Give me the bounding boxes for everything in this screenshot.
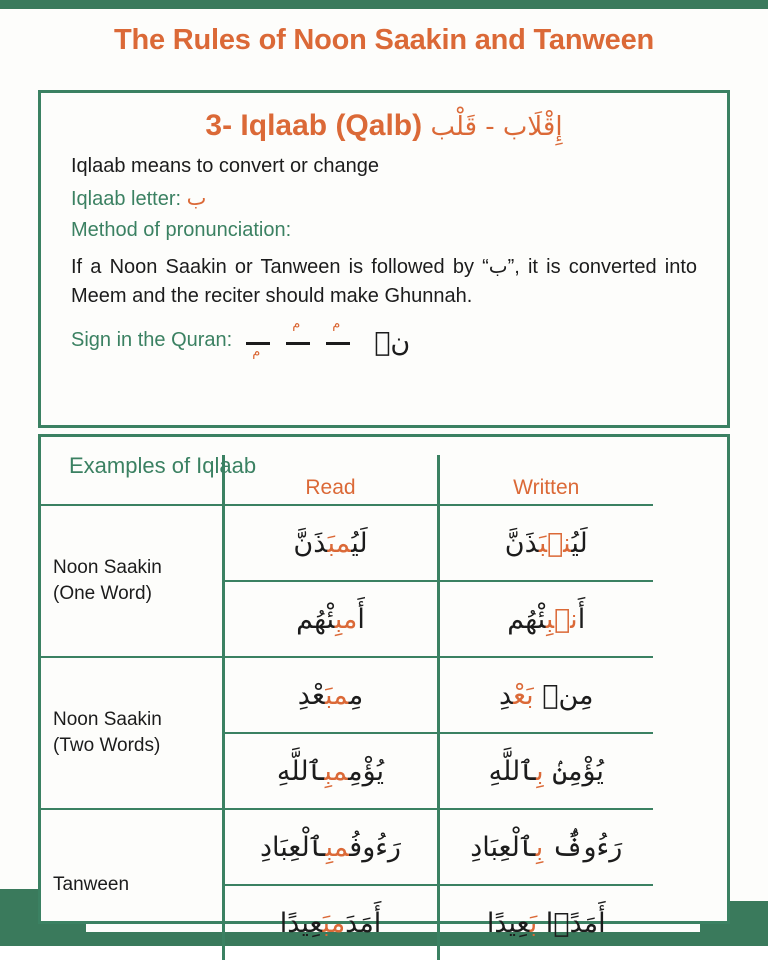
read-pre: رَءُوفُ: [349, 831, 401, 863]
written-highlight: بِ: [536, 755, 544, 787]
read-cell: [223, 809, 438, 885]
written-pre: أَ: [577, 603, 586, 635]
letter-line: [71, 182, 697, 215]
written-highlight: نۢبِ: [545, 603, 578, 635]
read-pre: لَيُ: [351, 527, 368, 559]
category-cell: [41, 657, 223, 809]
method-paragraph: [71, 252, 697, 311]
sign-dash-unit-3: [246, 325, 272, 360]
read-post: عِيدًا: [279, 907, 323, 939]
sign-row: [71, 317, 697, 360]
read-highlight: مبَ: [327, 527, 352, 559]
read-post: ذَنَّ: [293, 527, 328, 559]
read-highlight: مبِ: [324, 755, 349, 787]
category-cell: [41, 505, 223, 657]
sign-label: Sign in the Quran:: [71, 329, 233, 351]
examples-table-body: [41, 505, 653, 960]
examples-card: [38, 434, 730, 939]
read-cell: [223, 657, 438, 733]
table-row: [41, 505, 653, 581]
category-line-1: Noon Saakin: [53, 709, 162, 731]
read-pre: أَ: [357, 603, 365, 635]
definition-heading-number: 3- Iqlaab (Qalb): [205, 109, 423, 142]
dash-icon: [286, 342, 310, 345]
written-cell: [438, 505, 653, 581]
read-post: ٱلْعِبَادِ: [260, 831, 326, 863]
sign-glyph-group: [246, 317, 411, 360]
read-highlight: مبِ: [334, 603, 358, 635]
category-cell: [41, 809, 223, 960]
meem-mark-icon: م: [292, 317, 301, 332]
meem-mark-icon: م: [332, 317, 341, 332]
written-pre: أَمَدًۢا: [537, 907, 606, 939]
definition-card-title: [41, 109, 727, 143]
written-pre: لَيُ: [571, 527, 588, 559]
read-highlight: مبَ: [322, 907, 346, 939]
header-read: Read: [223, 455, 438, 505]
letter-label: Iqlaab letter:: [71, 188, 182, 210]
read-post: عْدِ: [297, 679, 325, 711]
written-post: ٱلْعِبَادِ: [470, 831, 536, 863]
table-row: [41, 809, 653, 885]
read-pre: أَمَدَ: [345, 907, 382, 939]
read-cell: [223, 581, 438, 657]
meem-mark-icon: م: [252, 345, 261, 360]
written-post: ٱللَّهِ: [488, 755, 537, 787]
definition-body: [41, 143, 727, 360]
written-post: ئْهُم: [507, 603, 546, 635]
category-line-1: Tanween: [53, 874, 130, 896]
sign-dash-unit-2: [286, 317, 312, 355]
read-highlight: مبِ: [325, 831, 350, 863]
read-highlight: مبَ: [324, 679, 349, 711]
read-cell: [223, 885, 438, 960]
read-pre: مِ: [348, 679, 364, 711]
iqlaab-letter-arabic: ب: [186, 186, 207, 210]
definition-card: [38, 90, 730, 428]
method-text-arabic: ب: [488, 254, 508, 278]
written-cell: [438, 581, 653, 657]
definition-heading-arabic: إِقْلَاب - قَلْب: [430, 112, 563, 142]
written-highlight: بَعْ: [513, 679, 534, 711]
read-cell: [223, 733, 438, 809]
header-written: Written: [438, 455, 653, 505]
category-line-2: (Two Words): [53, 735, 161, 756]
method-text-part1: If a Noon Saakin or Tanween is followed by “: [71, 256, 489, 278]
method-label: Method of pronunciation:: [71, 219, 292, 241]
page-title: The Rules of Noon Saakin and Tanween: [113, 24, 655, 56]
sign-dash-marks: [246, 317, 352, 360]
written-post: عِيدًا: [486, 907, 530, 939]
written-cell: [438, 809, 653, 885]
written-pre: رَءُوفٌۢ: [543, 831, 623, 863]
read-post: ئْهُم: [296, 603, 335, 635]
method-text-part2: ”, it is converted into Meem and the reciter should make Ghunnah.: [71, 256, 698, 307]
read-post: ٱللَّهِ: [276, 755, 325, 787]
written-cell: [438, 733, 653, 809]
category-line-1: Noon Saakin: [53, 557, 162, 579]
written-cell: [438, 885, 653, 960]
table-row: [41, 657, 653, 733]
examples-heading: Examples of Iqlaab: [69, 453, 257, 478]
read-cell: [223, 505, 438, 581]
written-post: ذَنَّ: [504, 527, 539, 559]
read-pre: يُؤْمِ: [348, 755, 385, 787]
sign-noon-glyph: نۭ: [374, 327, 411, 358]
written-pre: مِنۢ: [533, 679, 594, 711]
sign-dash-unit-1: [326, 317, 352, 355]
written-highlight: بَ: [529, 907, 538, 939]
written-highlight: بِ: [535, 831, 544, 863]
written-cell: [438, 657, 653, 733]
written-pre: يُؤْمِنۢ: [543, 755, 604, 787]
frame-top-bar: [0, 0, 768, 9]
written-post: دِ: [498, 679, 514, 711]
written-highlight: نۢبَ: [538, 527, 572, 559]
category-line-2: (One Word): [53, 583, 152, 604]
meaning-line: Iqlaab means to convert or change: [71, 155, 379, 177]
dash-icon: [326, 342, 350, 345]
examples-table: [41, 455, 653, 960]
